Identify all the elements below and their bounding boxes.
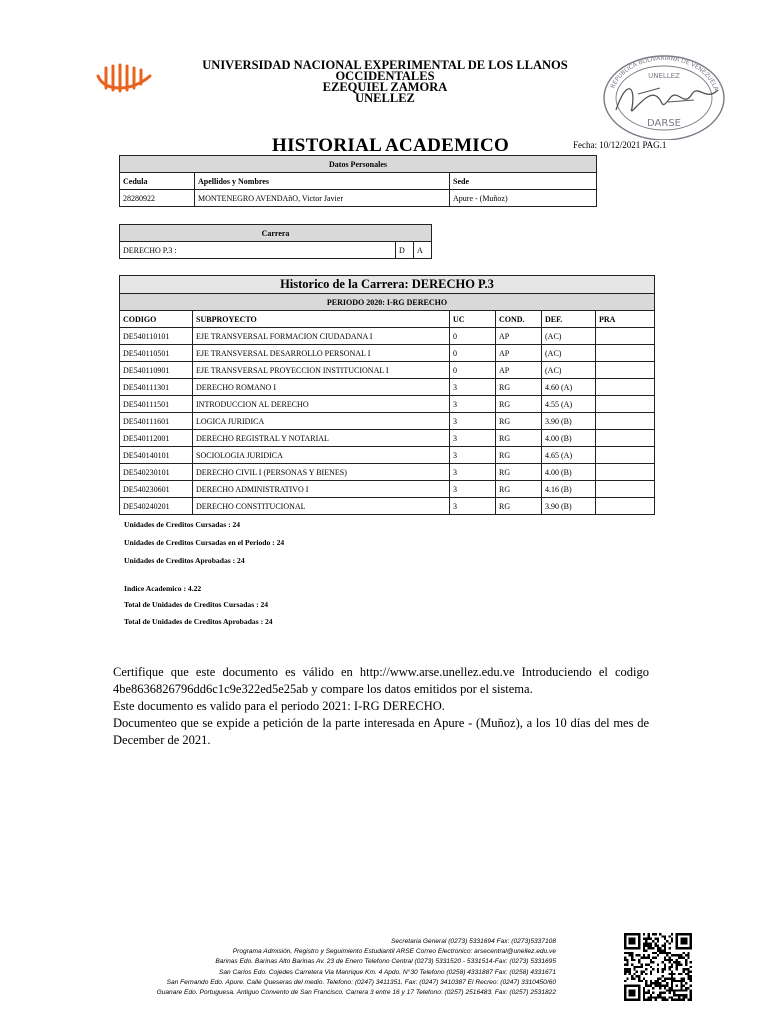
- university-line-3: UNELLEZ: [355, 91, 415, 105]
- certification-p1: Certifique que este documento es válido en http://www.arse.unellez.edu.ve Introduciendo el codigo 4be8636826796dd6c1c9e322ed5e25ab y compare los datos emitidos por el sistema.: [113, 665, 649, 696]
- cell-codigo: DE540112001: [120, 430, 193, 447]
- footer-line-1: Secretaria General (0273) 5331694 Fax: (0273)5337108: [391, 938, 556, 945]
- cell-uc: 3: [450, 430, 496, 447]
- cell-subproyecto: INTRODUCCION AL DERECHO: [193, 396, 450, 413]
- seal-text-center: DARSE: [647, 118, 681, 129]
- cell-def: 4.65 (A): [542, 447, 596, 464]
- cell-uc: 3: [450, 413, 496, 430]
- cell-def: 4.00 (B): [542, 430, 596, 447]
- history-title: Historico de la Carrera: DERECHO P.3: [120, 276, 655, 294]
- cell-cond: RG: [496, 413, 542, 430]
- cell-subproyecto: SOCIOLOGIA JURIDICA: [193, 447, 450, 464]
- cell-subproyecto: EJE TRANSVERSAL FORMACION CIUDADANA I: [193, 328, 450, 345]
- cell-subproyecto: EJE TRANSVERSAL DESARROLLO PERSONAL I: [193, 345, 450, 362]
- certification-text: [113, 664, 649, 749]
- signature-icon: [616, 89, 718, 111]
- cell-pra: [596, 396, 655, 413]
- document-title: HISTORIAL ACADEMICO: [272, 135, 510, 156]
- cell-cond: RG: [496, 396, 542, 413]
- cell-codigo: DE540110101: [120, 328, 193, 345]
- personal-data-header: Datos Personales: [120, 156, 597, 173]
- summary-uc-aprobadas: Unidades de Creditos Aprobadas : 24: [124, 556, 245, 565]
- career-code-1: D: [396, 242, 414, 259]
- cell-codigo: DE540240201: [120, 498, 193, 515]
- summary-uc-cursadas: Unidades de Creditos Cursadas : 24: [124, 520, 241, 529]
- university-line-1: UNIVERSIDAD NACIONAL EXPERIMENTAL DE LOS LLANOS OCCIDENTALES: [202, 58, 568, 83]
- cell-codigo: DE540111601: [120, 413, 193, 430]
- career-table: [119, 224, 432, 259]
- summary-indice: Indice Academico : 4.22: [124, 584, 202, 593]
- nombres-value: MONTENEGRO AVENDAñO, Victor Javier: [195, 190, 450, 207]
- table-row: [120, 345, 655, 362]
- table-row: [120, 362, 655, 379]
- cell-codigo: DE540111301: [120, 379, 193, 396]
- personal-data-table: [119, 155, 597, 207]
- qr-code-icon: [624, 933, 692, 1001]
- cell-cond: AP: [496, 362, 542, 379]
- cell-subproyecto: DERECHO ROMANO I: [193, 379, 450, 396]
- table-row: [120, 396, 655, 413]
- table-row: [120, 481, 655, 498]
- table-row: [120, 328, 655, 345]
- cell-cond: RG: [496, 464, 542, 481]
- cell-def: (AC): [542, 328, 596, 345]
- cedula-value: 28280922: [120, 190, 195, 207]
- history-table: [119, 275, 655, 515]
- cell-uc: 3: [450, 396, 496, 413]
- cell-pra: [596, 345, 655, 362]
- sede-value: Apure - (Muñoz): [450, 190, 597, 207]
- cell-codigo: DE540230601: [120, 481, 193, 498]
- cell-def: 4.16 (B): [542, 481, 596, 498]
- footer-line-2: Programa Admisión, Registro y Seguimiento Estudiantil ARSE Correo Electronico: arsecentral@unellez.edu.ve: [232, 948, 556, 956]
- history-body: [120, 328, 655, 515]
- cell-cond: AP: [496, 345, 542, 362]
- table-row: [120, 413, 655, 430]
- certification-p2: Este documento es valido para el periodo 2021: I-RG DERECHO.: [113, 699, 445, 713]
- col-cedula: Cedula: [120, 173, 195, 190]
- summary-total-cursadas: Total de Unidades de Creditos Cursadas : 24: [124, 600, 269, 609]
- footer-contacts: [157, 937, 556, 998]
- cell-subproyecto: DERECHO CIVIL I (PERSONAS Y BIENES): [193, 464, 450, 481]
- cell-uc: 3: [450, 464, 496, 481]
- cell-uc: 0: [450, 345, 496, 362]
- col-def: DEF.: [542, 311, 596, 328]
- cell-uc: 3: [450, 379, 496, 396]
- cell-pra: [596, 362, 655, 379]
- cell-codigo: DE540140101: [120, 447, 193, 464]
- footer-line-6: Guanare Edo. Portuguesa. Antiguo Convento de San Francisco. Carrera 3 entre 16 y 17 Telefono: (0257) 2516483. Fax: (0257) 2531822: [156, 989, 556, 997]
- cell-def: 3.90 (B): [542, 413, 596, 430]
- certification-p3: Documenteo que se expide a petición de la parte interesada en Apure - (Muñoz), a los 10 días del mes de December de 2021.: [113, 716, 649, 747]
- table-row: [120, 498, 655, 515]
- cell-cond: RG: [496, 430, 542, 447]
- cell-uc: 0: [450, 328, 496, 345]
- cell-pra: [596, 447, 655, 464]
- cell-codigo: DE540110901: [120, 362, 193, 379]
- cell-def: 3.90 (B): [542, 498, 596, 515]
- cell-cond: RG: [496, 498, 542, 515]
- cell-def: (AC): [542, 362, 596, 379]
- cell-subproyecto: DERECHO REGISTRAL Y NOTARIAL: [193, 430, 450, 447]
- seal-text-top: REPUBLICA BOLIVARIANA DE VENEZUELA: [609, 54, 720, 92]
- cell-uc: 3: [450, 481, 496, 498]
- cell-subproyecto: LOGICA JURIDICA: [193, 413, 450, 430]
- cell-def: 4.00 (B): [542, 464, 596, 481]
- university-line-2: EZEQUIEL ZAMORA: [322, 80, 448, 94]
- cell-pra: [596, 413, 655, 430]
- col-cond: COND.: [496, 311, 542, 328]
- cell-def: (AC): [542, 345, 596, 362]
- cell-cond: RG: [496, 447, 542, 464]
- col-uc: UC: [450, 311, 496, 328]
- cell-codigo: DE540230101: [120, 464, 193, 481]
- seal-text-unellez: UNELLEZ: [648, 72, 680, 80]
- cell-cond: RG: [496, 379, 542, 396]
- col-nombres: Apellidos y Nombres: [195, 173, 450, 190]
- cell-uc: 0: [450, 362, 496, 379]
- unellez-logo: [92, 62, 156, 96]
- cell-cond: RG: [496, 481, 542, 498]
- cell-subproyecto: DERECHO ADMINISTRATIVO I: [193, 481, 450, 498]
- footer-line-3: Barinas Edo. Barinas Alto Barinas Av. 23 de Enero Telefono Central (0273) 5331520 - 5331514-Fax: (0273) 5331695: [215, 958, 556, 966]
- career-code-2: A: [414, 242, 432, 259]
- cell-def: 4.60 (A): [542, 379, 596, 396]
- col-subproyecto: SUBPROYECTO: [193, 311, 450, 328]
- career-header: Carrera: [120, 225, 432, 242]
- cell-uc: 3: [450, 498, 496, 515]
- period-header: PERIODO 2020: I-RG DERECHO: [120, 294, 655, 311]
- cell-uc: 3: [450, 447, 496, 464]
- footer-line-4: San Carlos Edo. Cojedes Carretera Via Manrique Km. 4 Apdo. N°30 Telefono (0258) 4331887 Fax: (0258) 4331671: [218, 968, 556, 976]
- col-codigo: CODIGO: [120, 311, 193, 328]
- cell-pra: [596, 498, 655, 515]
- cell-subproyecto: EJE TRANSVERSAL PROYECCION INSTITUCIONAL I: [193, 362, 450, 379]
- cell-pra: [596, 464, 655, 481]
- cell-codigo: DE540110501: [120, 345, 193, 362]
- footer-line-5: San Fernando Edo. Apure. Calle Queseras del medio. Telefono: (0247) 3411351. Fax: (0247) 3410387 El Recreo: (0247) 3310450/60: [166, 978, 556, 986]
- cell-pra: [596, 430, 655, 447]
- cell-pra: [596, 379, 655, 396]
- cell-subproyecto: DERECHO CONSTITUCIONAL: [193, 498, 450, 515]
- cell-codigo: DE540111501: [120, 396, 193, 413]
- summary-uc-cursadas-periodo: Unidades de Creditos Cursadas en el Periodo : 24: [124, 538, 285, 547]
- cell-pra: [596, 328, 655, 345]
- col-pra: PRA: [596, 311, 655, 328]
- cell-cond: AP: [496, 328, 542, 345]
- col-sede: Sede: [450, 173, 597, 190]
- career-name: DERECHO P.3 :: [120, 242, 396, 259]
- document-date: Fecha: 10/12/2021 PAG.1: [573, 140, 667, 150]
- table-row: [120, 379, 655, 396]
- table-row: [120, 464, 655, 481]
- summary-total-aprobadas: Total de Unidades de Creditos Aprobadas : 24: [124, 617, 273, 626]
- table-row: [120, 430, 655, 447]
- cell-def: 4.55 (A): [542, 396, 596, 413]
- university-name: [160, 60, 610, 104]
- table-row: [120, 447, 655, 464]
- official-seal: [598, 50, 730, 140]
- cell-pra: [596, 481, 655, 498]
